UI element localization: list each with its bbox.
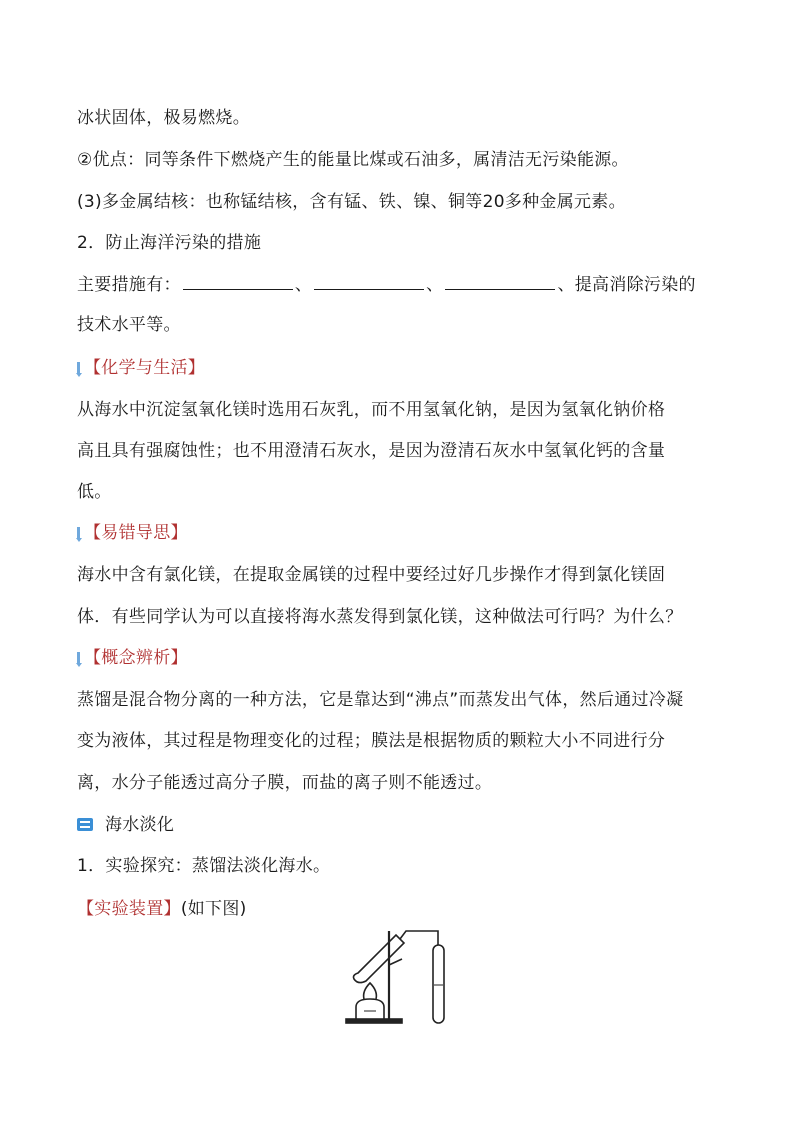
pointer-icon — [77, 362, 80, 374]
text-line: 体．有些同学认为可以直接将海水蒸发得到氯化镁，这种做法可行吗？为什么？ — [77, 607, 683, 627]
pointer-icon — [77, 527, 80, 539]
text-line: 离，水分子能透过高分子膜，而盐的离子则不能透过。 — [77, 773, 493, 793]
clamp-arm — [389, 959, 402, 965]
list-icon — [77, 818, 93, 831]
stand-base — [346, 1019, 402, 1023]
subheading: 2．防止海洋污染的措施 — [77, 233, 262, 253]
tag-label: 【易错导思】 — [84, 523, 188, 543]
text-fragment: (如下图) — [180, 899, 247, 919]
tag-label: 【化学与生活】 — [84, 358, 206, 378]
tag-chem-life — [77, 357, 205, 379]
text-line: 1．实验探究：蒸馏法淡化海水。 — [77, 856, 331, 876]
text-line: 高且具有强腐蚀性；也不用澄清石灰水，是因为澄清石灰水中氢氧化钙的含量 — [77, 441, 666, 461]
distillation-apparatus-illustration — [340, 925, 460, 1030]
answer-blank[interactable] — [314, 275, 424, 290]
pointer-icon — [77, 652, 80, 664]
separator: 、 — [426, 275, 444, 295]
text-line: 蒸馏是混合物分离的一种方法，它是靠达到“沸点”而蒸发出气体，然后通过冷凝 — [77, 690, 684, 710]
text-fragment: 、提高消除污染的 — [557, 275, 696, 295]
alcohol-lamp — [356, 999, 384, 1019]
text-fragment: 主要措施有： — [77, 275, 181, 295]
text-line: 冰状固体，极易燃烧。 — [77, 108, 250, 128]
text-line: 技术水平等。 — [77, 315, 181, 335]
answer-blank[interactable] — [183, 275, 293, 290]
separator: 、 — [294, 275, 313, 295]
test-tube — [354, 935, 405, 983]
section-heading — [77, 814, 174, 836]
text-line: 低。 — [77, 482, 112, 502]
tag-label: 【概念辨析】 — [84, 648, 188, 668]
text-line: 海水中含有氯化镁，在提取金属镁的过程中要经过好几步操作才得到氯化镁固 — [77, 565, 666, 585]
delivery-tube — [400, 931, 438, 945]
collecting-tube — [433, 945, 444, 1023]
tag-label: 【实验装置】 — [77, 899, 181, 919]
answer-blank[interactable] — [445, 275, 555, 290]
tag-error-guide — [77, 522, 188, 544]
text-line: ②优点：同等条件下燃烧产生的能量比煤或石油多，属清洁无污染能源。 — [77, 150, 629, 170]
text-line: (3)多金属结核：也称锰结核，含有锰、铁、镍、铜等20多种金属元素。 — [77, 192, 626, 212]
section-title: 海水淡化 — [105, 815, 175, 835]
tag-experiment — [77, 898, 247, 920]
fill-in-line — [77, 274, 696, 296]
text-line: 变为液体，其过程是物理变化的过程；膜法是根据物质的颗粒大小不同进行分 — [77, 731, 666, 751]
text-line: 从海水中沉淀氢氧化镁时选用石灰乳，而不用氢氧化钠，是因为氢氧化钠价格 — [77, 400, 666, 420]
flame — [364, 983, 377, 999]
tag-concept — [77, 647, 188, 669]
